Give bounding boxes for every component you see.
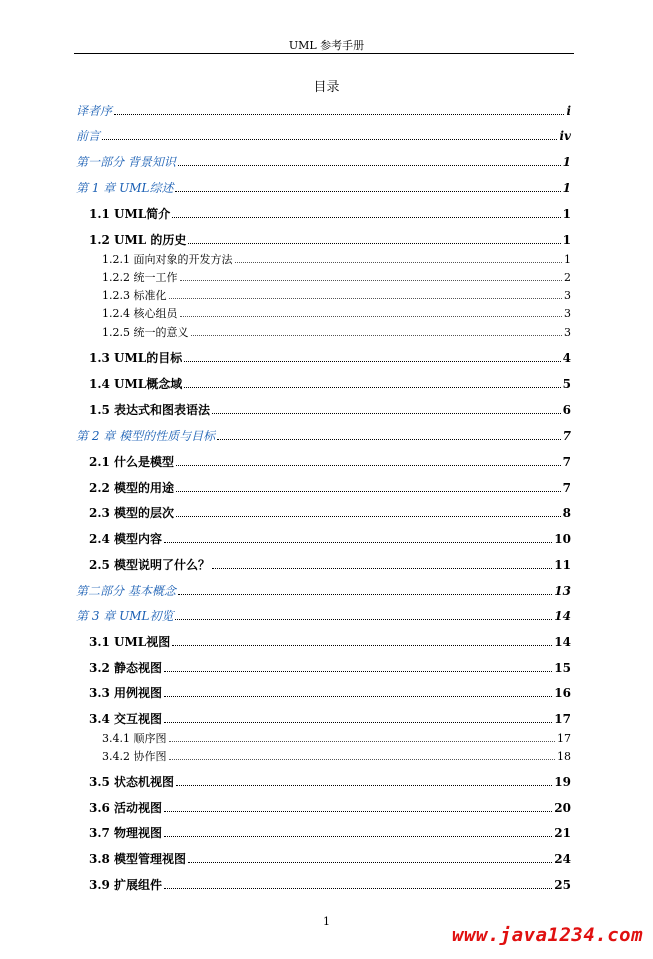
toc-leader-dots xyxy=(102,139,557,140)
toc-leader-dots xyxy=(164,888,552,889)
toc-entry-label: 前言 xyxy=(76,129,101,143)
toc-entry[interactable] xyxy=(102,272,571,283)
toc-leader-dots xyxy=(176,785,552,786)
toc-entry-label: 2.4 模型内容 xyxy=(89,532,163,546)
toc-leader-dots xyxy=(176,465,561,466)
toc-entry[interactable] xyxy=(89,636,571,648)
toc-entry-label: 1.2.3 标准化 xyxy=(102,289,167,302)
toc-entry-page: 14 xyxy=(554,635,571,649)
toc-entry-page: 1 xyxy=(562,207,571,221)
toc-entry[interactable] xyxy=(89,559,571,571)
toc-entry-page: 17 xyxy=(554,712,571,726)
toc-entry[interactable] xyxy=(102,290,571,301)
toc-leader-dots xyxy=(212,568,552,569)
toc-entry-page: i xyxy=(566,104,571,118)
toc-entry-page: 21 xyxy=(554,826,571,840)
toc-entry-page: 20 xyxy=(554,801,571,815)
toc-entry[interactable] xyxy=(89,482,571,494)
toc-leader-dots xyxy=(235,262,563,263)
toc-entry-page: 18 xyxy=(557,750,571,763)
toc-entry[interactable] xyxy=(89,404,571,416)
toc-entry-page: 14 xyxy=(554,609,571,623)
page-number: 1 xyxy=(323,915,330,928)
toc-entry-label: 1.2 UML 的历史 xyxy=(89,233,187,247)
toc-entry-page: 3 xyxy=(564,289,571,302)
toc-entry-label: 3.8 模型管理视图 xyxy=(89,852,187,866)
toc-leader-dots xyxy=(176,491,561,492)
toc-entry-label: 1.4 UML概念域 xyxy=(89,377,183,391)
toc-entry-page: 6 xyxy=(562,403,571,417)
toc-leader-dots xyxy=(184,387,560,388)
toc-entry-page: 4 xyxy=(562,351,571,365)
toc-entry-page: 15 xyxy=(554,661,571,675)
toc-leader-dots xyxy=(178,165,561,166)
toc-entry-label: 3.1 UML视图 xyxy=(89,635,171,649)
toc-entry[interactable] xyxy=(89,378,571,390)
toc-entry-label: 第 1 章 UML综述 xyxy=(76,181,174,195)
toc-entry-label: 第 3 章 UML初览 xyxy=(76,609,174,623)
toc-entry-page: 8 xyxy=(562,506,571,520)
toc-leader-dots xyxy=(169,759,556,760)
toc-leader-dots xyxy=(172,217,560,218)
toc-entry-page: 13 xyxy=(554,584,571,598)
toc-entry-page: 19 xyxy=(554,775,571,789)
toc-entry-page: 1 xyxy=(562,155,571,169)
toc-entry[interactable] xyxy=(89,687,571,699)
toc-entry-page: 7 xyxy=(562,481,571,495)
toc-entry[interactable] xyxy=(89,234,571,246)
toc-entry[interactable] xyxy=(102,751,571,762)
toc-entry-label: 3.5 状态机视图 xyxy=(89,775,175,789)
toc-leader-dots xyxy=(212,413,561,414)
toc-leader-dots xyxy=(172,645,552,646)
toc-leader-dots xyxy=(164,836,552,837)
toc-leader-dots xyxy=(191,335,563,336)
toc-leader-dots xyxy=(164,542,552,543)
toc-entry[interactable] xyxy=(76,585,571,597)
toc-entry-label: 3.4 交互视图 xyxy=(89,712,163,726)
toc-leader-dots xyxy=(176,516,561,517)
toc-leader-dots xyxy=(169,298,563,299)
toc-entry-page: 5 xyxy=(562,377,571,391)
toc-leader-dots xyxy=(164,696,552,697)
toc-leader-dots xyxy=(180,316,563,317)
toc-entry-label: 2.1 什么是模型 xyxy=(89,455,175,469)
toc-entry-label: 2.3 模型的层次 xyxy=(89,506,175,520)
toc-entry-page: 24 xyxy=(554,852,571,866)
toc-leader-dots xyxy=(188,243,560,244)
toc-entry-page: 1 xyxy=(564,253,571,266)
toc-entry-label: 1.2.1 面向对象的开发方法 xyxy=(102,253,233,266)
toc-entry-label: 2.2 模型的用途 xyxy=(89,481,175,495)
toc-entry[interactable] xyxy=(102,254,571,265)
toc-entry-page: 1 xyxy=(562,233,571,247)
toc-leader-dots xyxy=(188,862,552,863)
toc-entry-label: 3.4.2 协作图 xyxy=(102,750,167,763)
toc-entry[interactable] xyxy=(76,105,571,117)
toc-entry-label: 1.3 UML的目标 xyxy=(89,351,183,365)
toc-leader-dots xyxy=(175,619,552,620)
toc-leader-dots xyxy=(164,811,552,812)
toc-leader-dots xyxy=(175,191,560,192)
toc-entry-page: 3 xyxy=(564,307,571,320)
toc-title: 目录 xyxy=(313,80,340,95)
toc-entry-label: 3.3 用例视图 xyxy=(89,686,163,700)
toc-entry-page: 11 xyxy=(554,558,571,572)
toc-entry[interactable] xyxy=(76,610,571,622)
toc-leader-dots xyxy=(164,722,552,723)
toc-entry-label: 1.1 UML简介 xyxy=(89,207,171,221)
toc-entry[interactable] xyxy=(102,733,571,744)
toc-entry-page: 16 xyxy=(554,686,571,700)
toc-entry-label: 3.9 扩展组件 xyxy=(89,878,163,892)
toc-entry[interactable] xyxy=(89,208,571,220)
toc-entry-label: 1.2.5 统一的意义 xyxy=(102,326,189,339)
toc-entry[interactable] xyxy=(89,802,571,814)
toc-entry[interactable] xyxy=(89,713,571,725)
toc-entry-label: 第 2 章 模型的性质与目标 xyxy=(76,429,216,443)
toc-entry-label: 3.6 活动视图 xyxy=(89,801,163,815)
toc-entry-label: 1.2.2 统一工作 xyxy=(102,271,178,284)
toc-entry-page: 7 xyxy=(562,429,571,443)
toc-entry-page: 7 xyxy=(562,455,571,469)
toc-entry[interactable] xyxy=(76,182,571,194)
toc-entry[interactable] xyxy=(76,130,571,142)
toc-entry[interactable] xyxy=(102,308,571,319)
watermark: www.java1234.com xyxy=(452,924,644,946)
toc-entry[interactable] xyxy=(89,507,571,519)
toc-leader-dots xyxy=(180,280,563,281)
toc-entry-label: 3.2 静态视图 xyxy=(89,661,163,675)
toc-leader-dots xyxy=(164,671,552,672)
toc-entry[interactable] xyxy=(89,352,571,364)
toc-entry-label: 第二部分 基本概念 xyxy=(76,584,176,598)
toc-entry-page: 17 xyxy=(557,732,571,745)
toc-entry-label: 3.7 物理视图 xyxy=(89,826,163,840)
toc-entry-page: 2 xyxy=(564,271,571,284)
toc-entry-label: 译者序 xyxy=(76,104,113,118)
toc-leader-dots xyxy=(178,594,552,595)
toc-entry-page: iv xyxy=(559,129,571,143)
toc-entry-page: 25 xyxy=(554,878,571,892)
toc-leader-dots xyxy=(114,114,564,115)
toc-leader-dots xyxy=(217,439,561,440)
toc-entry[interactable] xyxy=(76,430,571,442)
toc-entry-label: 1.5 表达式和图表语法 xyxy=(89,403,211,417)
toc-entry-label: 2.5 模型说明了什么？ xyxy=(89,558,211,572)
toc-entry[interactable] xyxy=(89,879,571,891)
toc-entry-label: 3.4.1 顺序图 xyxy=(102,732,167,745)
toc-entry[interactable] xyxy=(89,456,571,468)
toc-entry[interactable] xyxy=(89,533,571,545)
toc-entry-label: 1.2.4 核心组员 xyxy=(102,307,178,320)
toc-leader-dots xyxy=(169,741,556,742)
toc-entry[interactable] xyxy=(89,662,571,674)
toc-leader-dots xyxy=(184,361,560,362)
toc-entry[interactable] xyxy=(89,776,571,788)
toc-entry-page: 3 xyxy=(564,326,571,339)
toc-entry[interactable] xyxy=(89,827,571,839)
toc-entry-page: 1 xyxy=(562,181,571,195)
toc-entry-label: 第一部分 背景知识 xyxy=(76,155,176,169)
running-header: UML 参考手册 xyxy=(288,39,365,52)
toc-entry[interactable] xyxy=(102,327,571,338)
toc-entry[interactable] xyxy=(76,156,571,168)
toc-entry-page: 10 xyxy=(554,532,571,546)
toc-entry[interactable] xyxy=(89,853,571,865)
